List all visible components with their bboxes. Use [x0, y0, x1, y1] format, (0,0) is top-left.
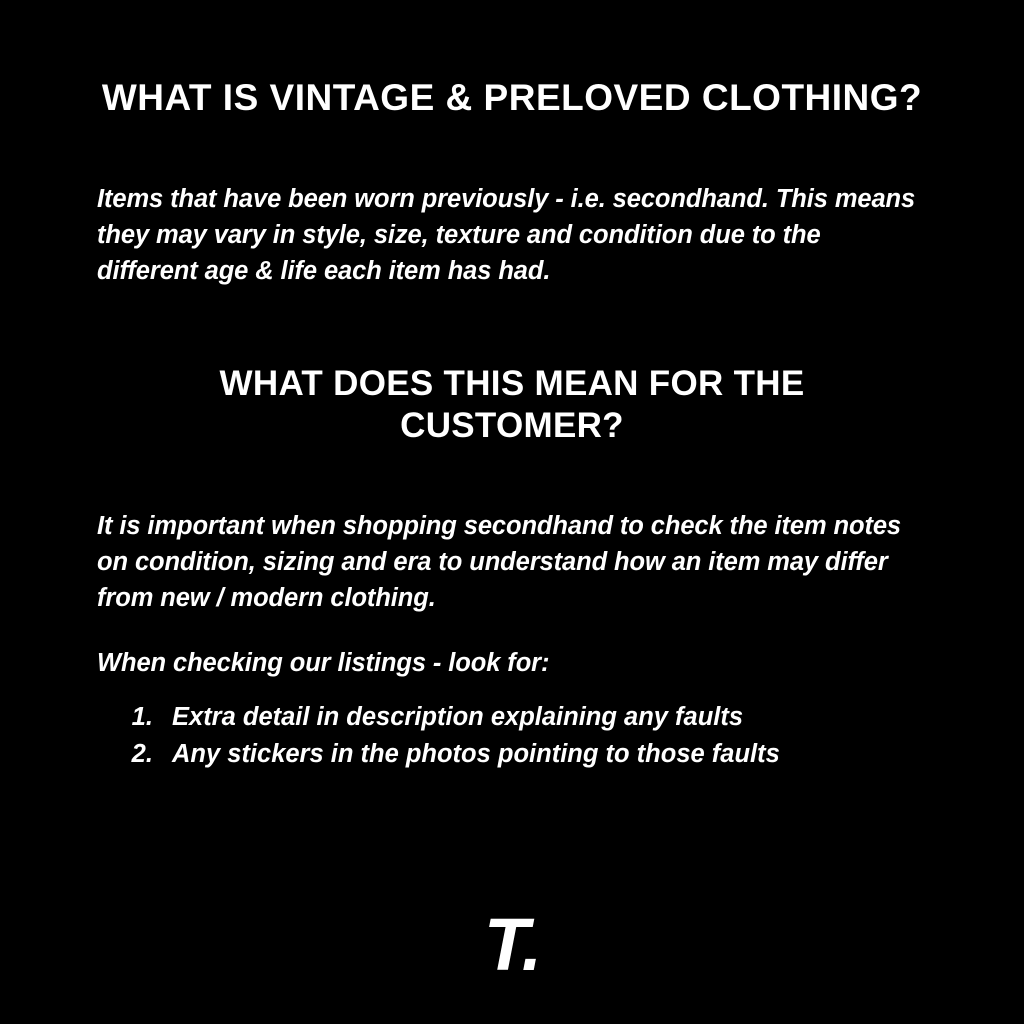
list-item: 1. Extra detail in description explaining any faults — [160, 699, 964, 736]
customer-advice-paragraph: It is important when shopping secondhand to check the item notes on condition, sizing and era to understand how an item may differ from new / modern clothing. — [97, 511, 902, 613]
logo-mark-text: T. — [483, 903, 541, 986]
section-heading-customer: WHAT DOES THIS MEAN FOR THE CUSTOMER? — [219, 364, 805, 445]
definition-paragraph: Items that have been worn previously - i.e. secondhand. This means they may vary in style, size, texture and condition due to the different age & life each item has had. — [97, 184, 916, 286]
listings-prompt-paragraph: When checking our listings - look for: — [97, 648, 550, 677]
list-item: 2. Any stickers in the photos pointing to those faults — [160, 736, 964, 773]
brand-logo — [0, 903, 1024, 986]
page-title: WHAT IS VINTAGE & PRELOVED CLOTHING? — [101, 77, 923, 118]
checklist — [0, 681, 1024, 773]
